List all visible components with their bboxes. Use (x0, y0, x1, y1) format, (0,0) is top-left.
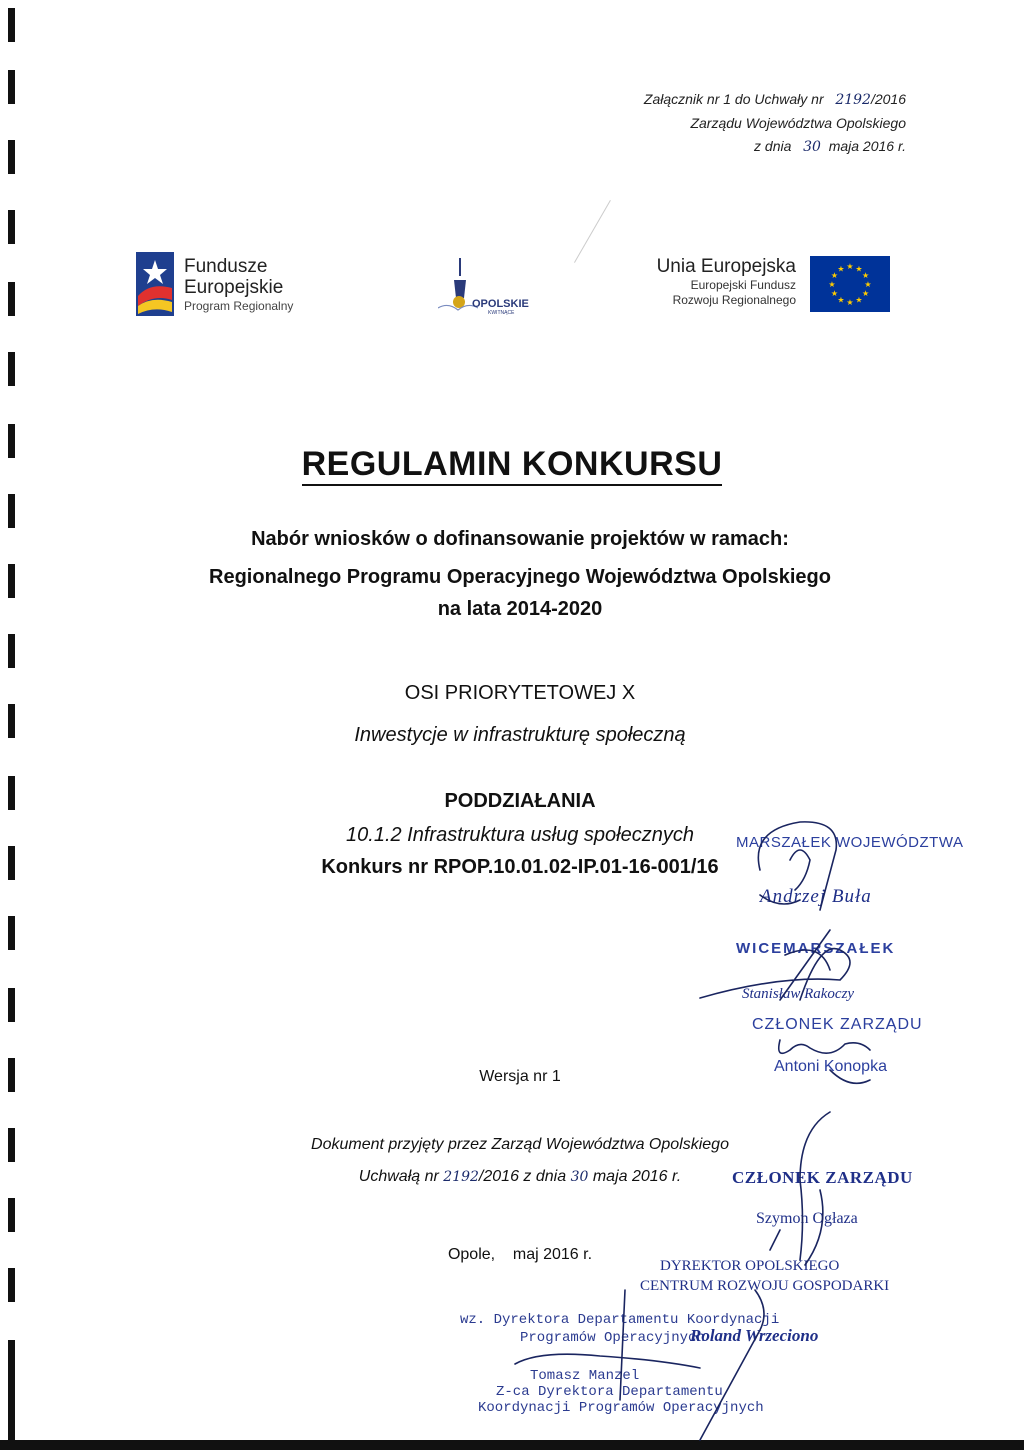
subaction-name: 10.1.2 Infrastruktura usług społecznych (346, 824, 694, 846)
adopted-line2-prefix: Uchwałą nr (358, 1168, 439, 1185)
contest-number: Konkurs nr RPOP.10.01.02-IP.01-16-001/16 (321, 856, 719, 878)
handwritten-resolution-number: 2192 (835, 92, 871, 108)
wicemarszalek-signature (700, 930, 850, 1000)
eu-flag-star: ★ (830, 271, 838, 280)
wz-stamp-name: Roland Wrzeciono (690, 1326, 819, 1345)
unia-logo-line1: Unia Europejska (656, 256, 796, 277)
manzel-stamp-line1: Z-ca Dyrektora Departamentu (496, 1384, 723, 1400)
intro-line2: Regionalnego Programu Operacyjnego Województwa Opolskiego (209, 566, 831, 588)
marszalek-stamp-title: MARSZAŁEK WOJEWÓDZTWA (736, 834, 964, 851)
eu-flag-star: ★ (864, 280, 872, 289)
dyrektor-signature (700, 1230, 780, 1440)
attachment-note-year: /2016 (870, 91, 906, 107)
attachment-note-date-prefix: z dnia (754, 138, 792, 154)
unia-logo-line3: Rozwoju Regionalnego (672, 293, 796, 307)
dyrektor-stamp-line1: DYREKTOR OPOLSKIEGO (660, 1258, 840, 1274)
eu-flag-star: ★ (846, 298, 854, 307)
eu-flag-star: ★ (846, 262, 854, 271)
eu-flag-star: ★ (862, 289, 870, 298)
eu-flag-star: ★ (855, 264, 863, 274)
intro-line3: na lata 2014-2020 (437, 598, 603, 620)
document-title: REGULAMIN KONKURSU (302, 445, 723, 486)
opolskie-logo-subtext: KWITNĄCE (488, 310, 515, 316)
eu-flag-star: ★ (837, 264, 845, 274)
manzel-signature (515, 1354, 700, 1368)
czlonek1-signature (779, 1040, 870, 1083)
adopted-line2-suffix: maja 2016 r. (592, 1168, 682, 1185)
subaction-label: PODDZIAŁANIA (444, 790, 596, 812)
handwritten-day-2: 30 (570, 1169, 589, 1185)
czlonek2-stamp-title: CZŁONEK ZARZĄDU (732, 1168, 913, 1187)
czlonek2-signature (800, 1112, 830, 1265)
attachment-note-date-suffix: maja 2016 r. (828, 138, 906, 154)
fundusze-logo-line3: Program Regionalny (184, 299, 294, 313)
priority-axis-label: OSI PRIORYTETOWEJ X (404, 682, 636, 704)
marszalek-stamp-name: Andrzej Buła (760, 886, 872, 907)
czlonek2-stamp-name: Szymon Ogłaza (756, 1210, 858, 1227)
marszalek-signature (758, 822, 836, 910)
intro-line1: Nabór wniosków o dofinansowanie projektów w ramach: (251, 528, 789, 550)
wz-signature (620, 1290, 625, 1400)
attachment-note-line2: Zarządu Województwa Opolskiego (690, 115, 906, 131)
eu-flag-star: ★ (837, 295, 845, 305)
fundusze-logo-line1: Fundusze (184, 256, 268, 277)
adopted-line1: Dokument przyjęty przez Zarząd Województwa Opolskiego (311, 1136, 729, 1153)
manzel-stamp-name: Tomasz Manzel (530, 1368, 640, 1384)
czlonek1-stamp-title: CZŁONEK ZARZĄDU (752, 1016, 923, 1033)
czlonek1-stamp-name: Antoni Konopka (774, 1058, 887, 1075)
wicemarszalek-stamp-name: Stanisław Rakoczy (742, 986, 855, 1002)
attachment-note-line1: Załącznik nr 1 do Uchwały nr (643, 91, 824, 107)
dyrektor-stamp-line2: CENTRUM ROZWOJU GOSPODARKI (640, 1278, 890, 1294)
handwritten-resolution-number-2: 2192 (443, 1169, 479, 1185)
handwritten-day: 30 (803, 139, 821, 155)
version-label: Wersja nr 1 (479, 1068, 561, 1085)
eu-flag-star: ★ (830, 289, 838, 298)
fundusze-logo-line2: Europejskie (184, 277, 284, 298)
place-and-date: Opole, maj 2016 r. (447, 1246, 593, 1263)
opolskie-logo-text: OPOLSKIE (472, 298, 529, 310)
eu-flag-star: ★ (862, 271, 870, 280)
adopted-line2-middle: /2016 z dnia (478, 1168, 567, 1185)
wz-stamp-line2: Programów Operacyjnych (520, 1330, 705, 1346)
eu-flag-star: ★ (855, 295, 863, 305)
unia-logo-line2: Europejski Fundusz (690, 278, 796, 292)
priority-axis-name: Inwestycje w infrastrukturę społeczną (354, 724, 686, 746)
eu-flag-star: ★ (828, 280, 836, 289)
wz-stamp-line1: wz. Dyrektora Departamentu Koordynacji (460, 1312, 780, 1328)
manzel-stamp-line2: Koordynacji Programów Operacyjnych (478, 1400, 764, 1416)
wicemarszalek-stamp-title: WICEMARSZAŁEK (736, 940, 896, 957)
